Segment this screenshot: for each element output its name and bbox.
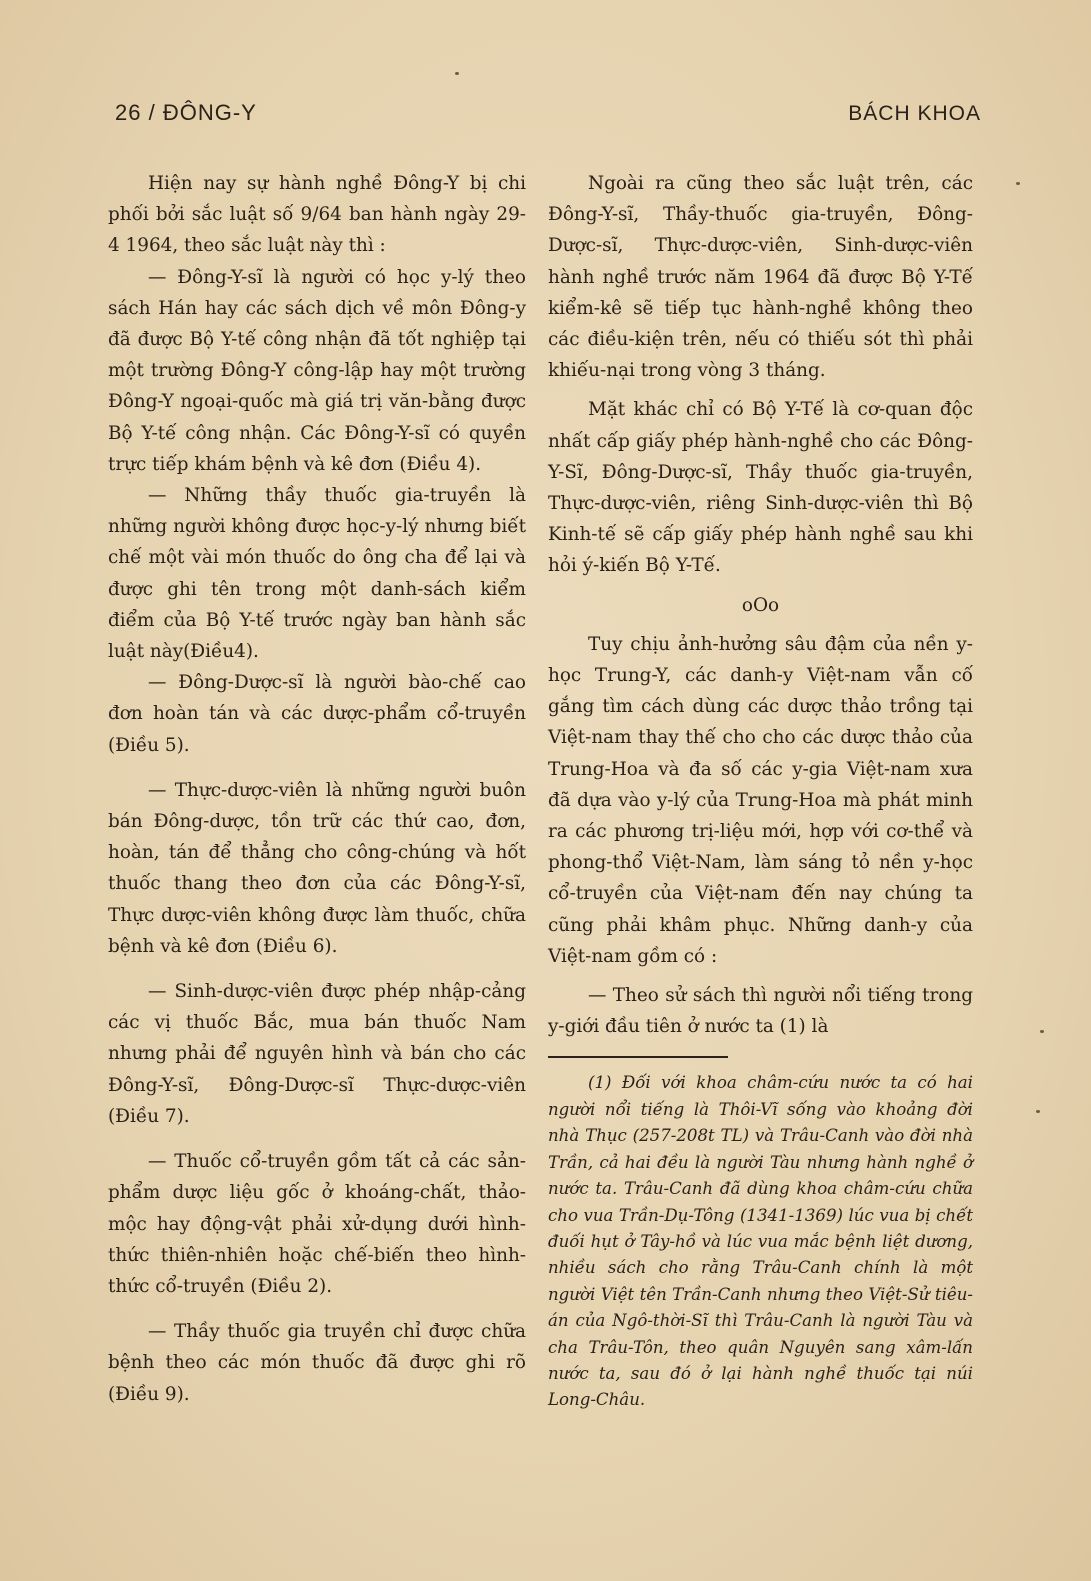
paragraph: Ngoài ra cũng theo sắc luật trên, các Đông-Y-sĩ, Thầy-thuốc gia-truyền, Đông-Dược-sĩ, Thực-dược-viên, Sinh-dược-viên hành nghề trước năm 1964 đã được Bộ Y-Tế kiểm-kê sẽ tiếp tục hành-nghề không theo các điều-kiện trên, nếu có thiếu sót thì phải khiếu-nại trong vòng 3 tháng.	[548, 173, 973, 382]
paper-speck	[455, 72, 459, 75]
footnote-divider	[548, 1056, 728, 1058]
page-header	[115, 100, 981, 126]
paragraph: — Thực-dược-viên là những người buôn bán Đông-dược, tồn trữ các thứ cao, đơn, hoàn, tán để thẳng cho công-chúng và hốt thuốc thang theo đơn của các Đông-Y-sĩ, Thực dược-viên không được làm thuốc, chữa bệnh và kê đơn (Điều 6).	[108, 779, 526, 957]
paper-speck	[1040, 1030, 1044, 1033]
paragraph: Tuy chịu ảnh-hưởng sâu đậm của nền y-học Trung-Y, các danh-y Việt-nam vẫn cố gắng tìm cách dùng các dược thảo trồng tại Việt-nam thay thế cho cho các dược thảo của Trung-Hoa và đa số các y-gia Việt-nam xưa đã dựa vào y-lý của Trung-Hoa mà phát minh ra các phương trị-liệu mới, hợp với cơ-thể và phong-thổ Việt-Nam, làm sáng tỏ nền y-học cổ-truyền của Việt-nam đến nay chúng ta cũng phải khâm phục. Những danh-y của Việt-nam gồm có :	[548, 633, 973, 967]
footnote: (1) Đối với khoa châm-cứu nước ta có hai người nổi tiếng là Thôi-Vĩ sống vào khoảng đời nhà Thục (257-208t TL) và Trâu-Canh vào đời nhà Trần, cả hai đều là người Tàu nhưng hành nghề ở nước ta. Trâu-Canh đã dùng khoa châm-cứu chữa cho vua Trần-Dụ-Tông (1341-1369) lúc vua bị chết đuối hụt ở Tây-hồ và lúc vua mắc bệnh liệt dương, nhiều sách cho rằng Trâu-Canh chính là một người Việt tên Trần-Canh nhưng theo Việt-Sử tiêu-án của Ngô-thời-Sĩ thì Trâu-Canh là người Tàu và cha Trâu-Tôn, theo quân Nguyên sang xâm-lấn nước ta, sau đó ở lại hành nghề thuốc tại núi Long-Châu.	[548, 1073, 973, 1410]
section-title: ĐÔNG-Y	[162, 100, 257, 125]
paragraph: — Sinh-dược-viên được phép nhập-cảng các vị thuốc Bắc, mua bán thuốc Nam nhưng phải để nguyên hình và bán cho các Đông-Y-sĩ, Đông-Dược-sĩ Thực-dược-viên (Điều 7).	[108, 981, 526, 1127]
paragraph: — Đông-Y-sĩ là người có học y-lý theo sách Hán hay các sách dịch về môn Đông-y đã được Bộ Y-tế công nhận đã tốt nghiệp tại một trường Đông-Y công-lập hay một trường Đông-Y ngoại-quốc mà giá trị văn-bằng được Bộ Y-tế công nhận. Các Đông-Y-sĩ có quyền trực tiếp khám bệnh và kê đơn (Điều 4).	[108, 266, 526, 475]
header-left	[115, 100, 257, 126]
paragraph: — Những thầy thuốc gia-truyền là những người không được học-y-lý nhưng biết chế một vài món thuốc do ông cha để lại và được ghi tên trong một danh-sách kiểm điểm của Bộ Y-tế trước ngày ban hành sắc luật này(Điều4).	[108, 485, 526, 663]
paragraph: — Thuốc cổ-truyền gồm tất cả các sản-phẩm dược liệu gốc ở khoáng-chất, thảo-mộc hay động-vật phải xử-dụng dưới hình-thức thiên-nhiên hoặc chế-biến theo hình-thức cổ-truyền (Điều 2).	[108, 1151, 526, 1297]
paper-speck	[1016, 182, 1020, 185]
paragraph: — Đông-Dược-sĩ là người bào-chế cao đơn hoàn tán và các dược-phẩm cổ-truyền (Điều 5).	[108, 672, 526, 756]
section-separator: oOo	[741, 594, 780, 616]
paper-speck	[1036, 1110, 1040, 1113]
paragraph: Hiện nay sự hành nghề Đông-Y bị chi phối bởi sắc luật số 9/64 ban hành ngày 29-4 1964, theo sắc luật này thì :	[108, 173, 526, 257]
left-column	[108, 168, 526, 1410]
right-column	[548, 168, 973, 1414]
paragraph: — Thầy thuốc gia truyền chỉ được chữa bệnh theo các món thuốc đã được ghi rõ (Điều 9).	[108, 1321, 526, 1405]
paragraph: Mặt khác chỉ có Bộ Y-Tế là cơ-quan độc nhất cấp giấy phép hành-nghề cho các Đông-Y-Sĩ, Đông-Dược-sĩ, Thầy thuốc gia-truyền, Thực-dược-viên, riêng Sinh-dược-viên thì Bộ Kinh-tế sẽ cấp giấy phép hành nghề sau khi hỏi ý-kiến Bộ Y-Tế.	[548, 399, 973, 577]
paragraph: — Theo sử sách thì người nổi tiếng trong y-giới đầu tiên ở nước ta (1) là	[548, 985, 973, 1038]
magazine-title: BÁCH KHOA	[848, 102, 981, 125]
page-number: 26 /	[115, 100, 156, 125]
